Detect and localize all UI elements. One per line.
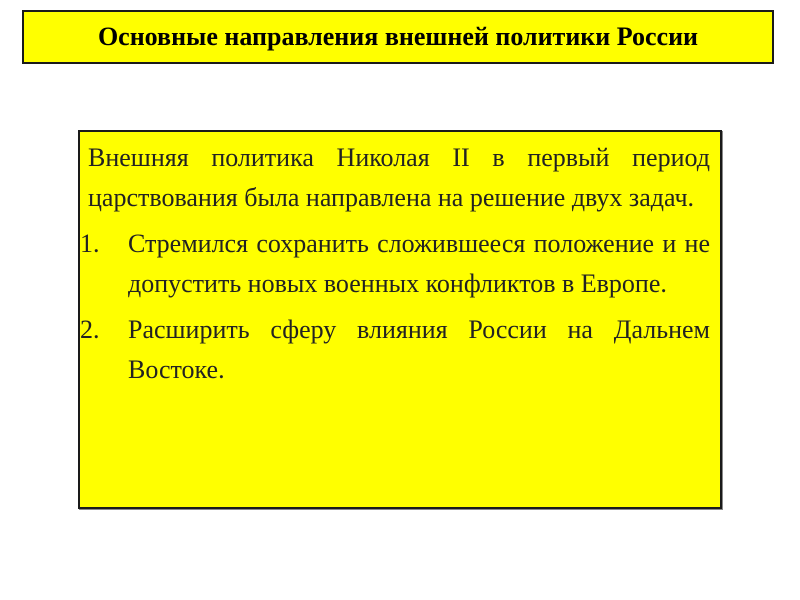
list-item-number: 1. [80,229,100,258]
content-box [78,130,722,509]
title-box [22,10,774,64]
list-item [80,224,710,304]
slide-title: Основные направления внешней политики России [97,22,699,51]
list-item-number: 2. [80,315,100,344]
intro-paragraph: Внешняя политика Николая II в первый период царствования была направлена на решение двух задач. [88,143,710,212]
content-text [80,138,710,396]
list-item [80,310,710,390]
list-item-text: Расширить сферу влияния России на Дальнем Востоке. [128,315,710,384]
task-list [80,224,710,390]
list-item-text: Стремился сохранить сложившееся положение и не допустить новых военных конфликтов в Европе. [128,229,710,298]
